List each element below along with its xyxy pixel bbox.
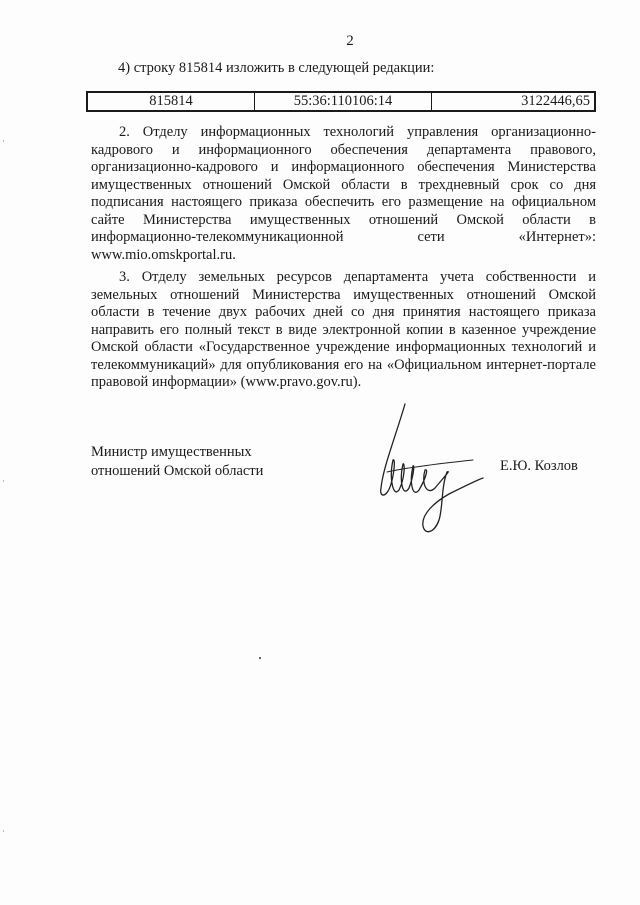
item-4-text: 4) строку 815814 изложить в следующей редакции: [118,60,435,76]
scan-edge-mark [3,480,4,482]
signatory-name: Е.Ю. Козлов [500,458,578,474]
table-cell-cadastral-number: 55:36:110106:14 [255,92,432,111]
signatory-position-line2: отношений Омской области [91,463,264,479]
signatory-position-line1: Министр имущественных [91,444,252,460]
scan-edge-mark [3,140,4,142]
scan-speck [259,657,261,659]
scan-edge-mark [3,830,4,832]
table-cell-value: 3122446,65 [432,92,596,111]
signatory-position [91,443,263,481]
table-cell-id: 815814 [87,92,255,111]
data-table [86,91,596,112]
table-row [87,92,595,111]
page-number: 2 [346,33,354,49]
paragraph-2: 2. Отделу информационных технологий управления организационно-кадрового и информационного обеспечения департамента правового, организационно-кадрового и информационного обеспечения Министерства имущественных отношений Омской области в трехдневный срок со дня подписания настоящего приказа обеспечить его размещение на официальном сайте Министерства имущественных отношений Омской области в информационно-телекоммуникационной сети «Интернет»: www.mio.omskportal.ru. [91,124,596,263]
handwritten-signature [365,398,485,538]
paragraph-3: 3. Отделу земельных ресурсов департамента учета собственности и земельных отношений Министерства имущественных отношений Омской области в течение двух рабочих дней со дня принятия настоящего приказа направить его полный текст в виде электронной копии в казенное учреждение Омской области «Государственное учреждение информационных технологий и телекоммуникаций» для опубликования его на «Официальном интернет-портале правовой информации» (www.pravo.gov.ru). [91,269,596,390]
